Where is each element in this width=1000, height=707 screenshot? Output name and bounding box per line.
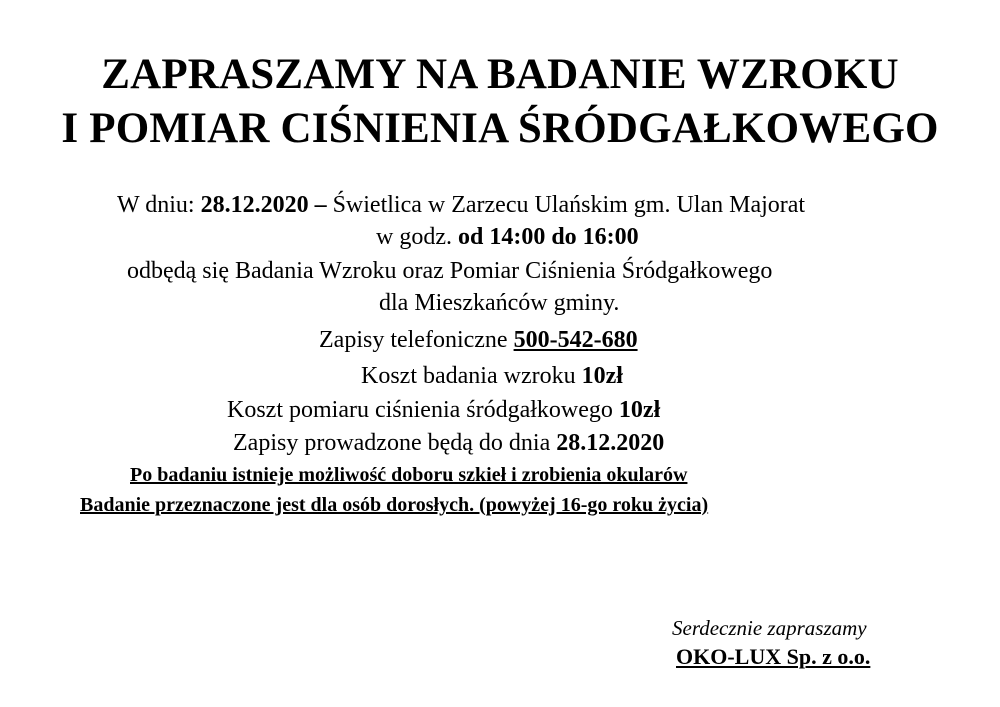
eye-exam-cost-label: Koszt badania wzroku	[361, 363, 582, 389]
phone-number: 500-542-680	[513, 327, 638, 353]
date-value: 28.12.2020 –	[200, 192, 327, 218]
glasses-note: Po badaniu istnieje możliwość doboru szkieł i zrobienia okularów	[130, 464, 688, 486]
eye-exam-cost-value: 10zł	[581, 363, 623, 389]
date-label: W dniu:	[117, 192, 201, 218]
phone-label: Zapisy telefoniczne	[319, 327, 514, 353]
pressure-cost-value: 10zł	[618, 397, 661, 423]
sign-off: Serdecznie zapraszamy	[672, 616, 867, 640]
pressure-cost-label: Koszt pomiaru ciśnienia śródgałkowego	[227, 397, 619, 423]
exam-description: odbędą się Badania Wzroku oraz Pomiar Ciśnienia Śródgałkowego	[127, 258, 773, 284]
time-label: w godz.	[376, 224, 458, 250]
date-location-line	[117, 190, 805, 220]
company-name: OKO-LUX Sp. z o.o.	[676, 644, 871, 669]
location-text: Świetlica w Zarzecu Ulańskim gm. Ulan Majorat	[326, 192, 806, 218]
pressure-cost-line	[227, 395, 660, 425]
time-line	[376, 222, 639, 252]
title-line-2: I POMIAR CIŚNIENIA ŚRÓDGAŁKOWEGO	[61, 105, 939, 152]
residents-line: dla Mieszkańców gminy.	[379, 290, 620, 316]
deadline-value: 28.12.2020	[556, 430, 665, 456]
time-value: od 14:00 do 16:00	[457, 224, 639, 250]
phone-line	[319, 325, 638, 355]
title-line-1: ZAPRASZAMY NA BADANIE WZROKU	[101, 51, 899, 98]
adults-note: Badanie przeznaczone jest dla osób dorosłych. (powyżej 16-go roku życia)	[80, 494, 709, 516]
registration-deadline-line	[233, 428, 664, 458]
eye-exam-cost-line	[361, 361, 623, 391]
deadline-label: Zapisy prowadzone będą do dnia	[233, 430, 557, 456]
